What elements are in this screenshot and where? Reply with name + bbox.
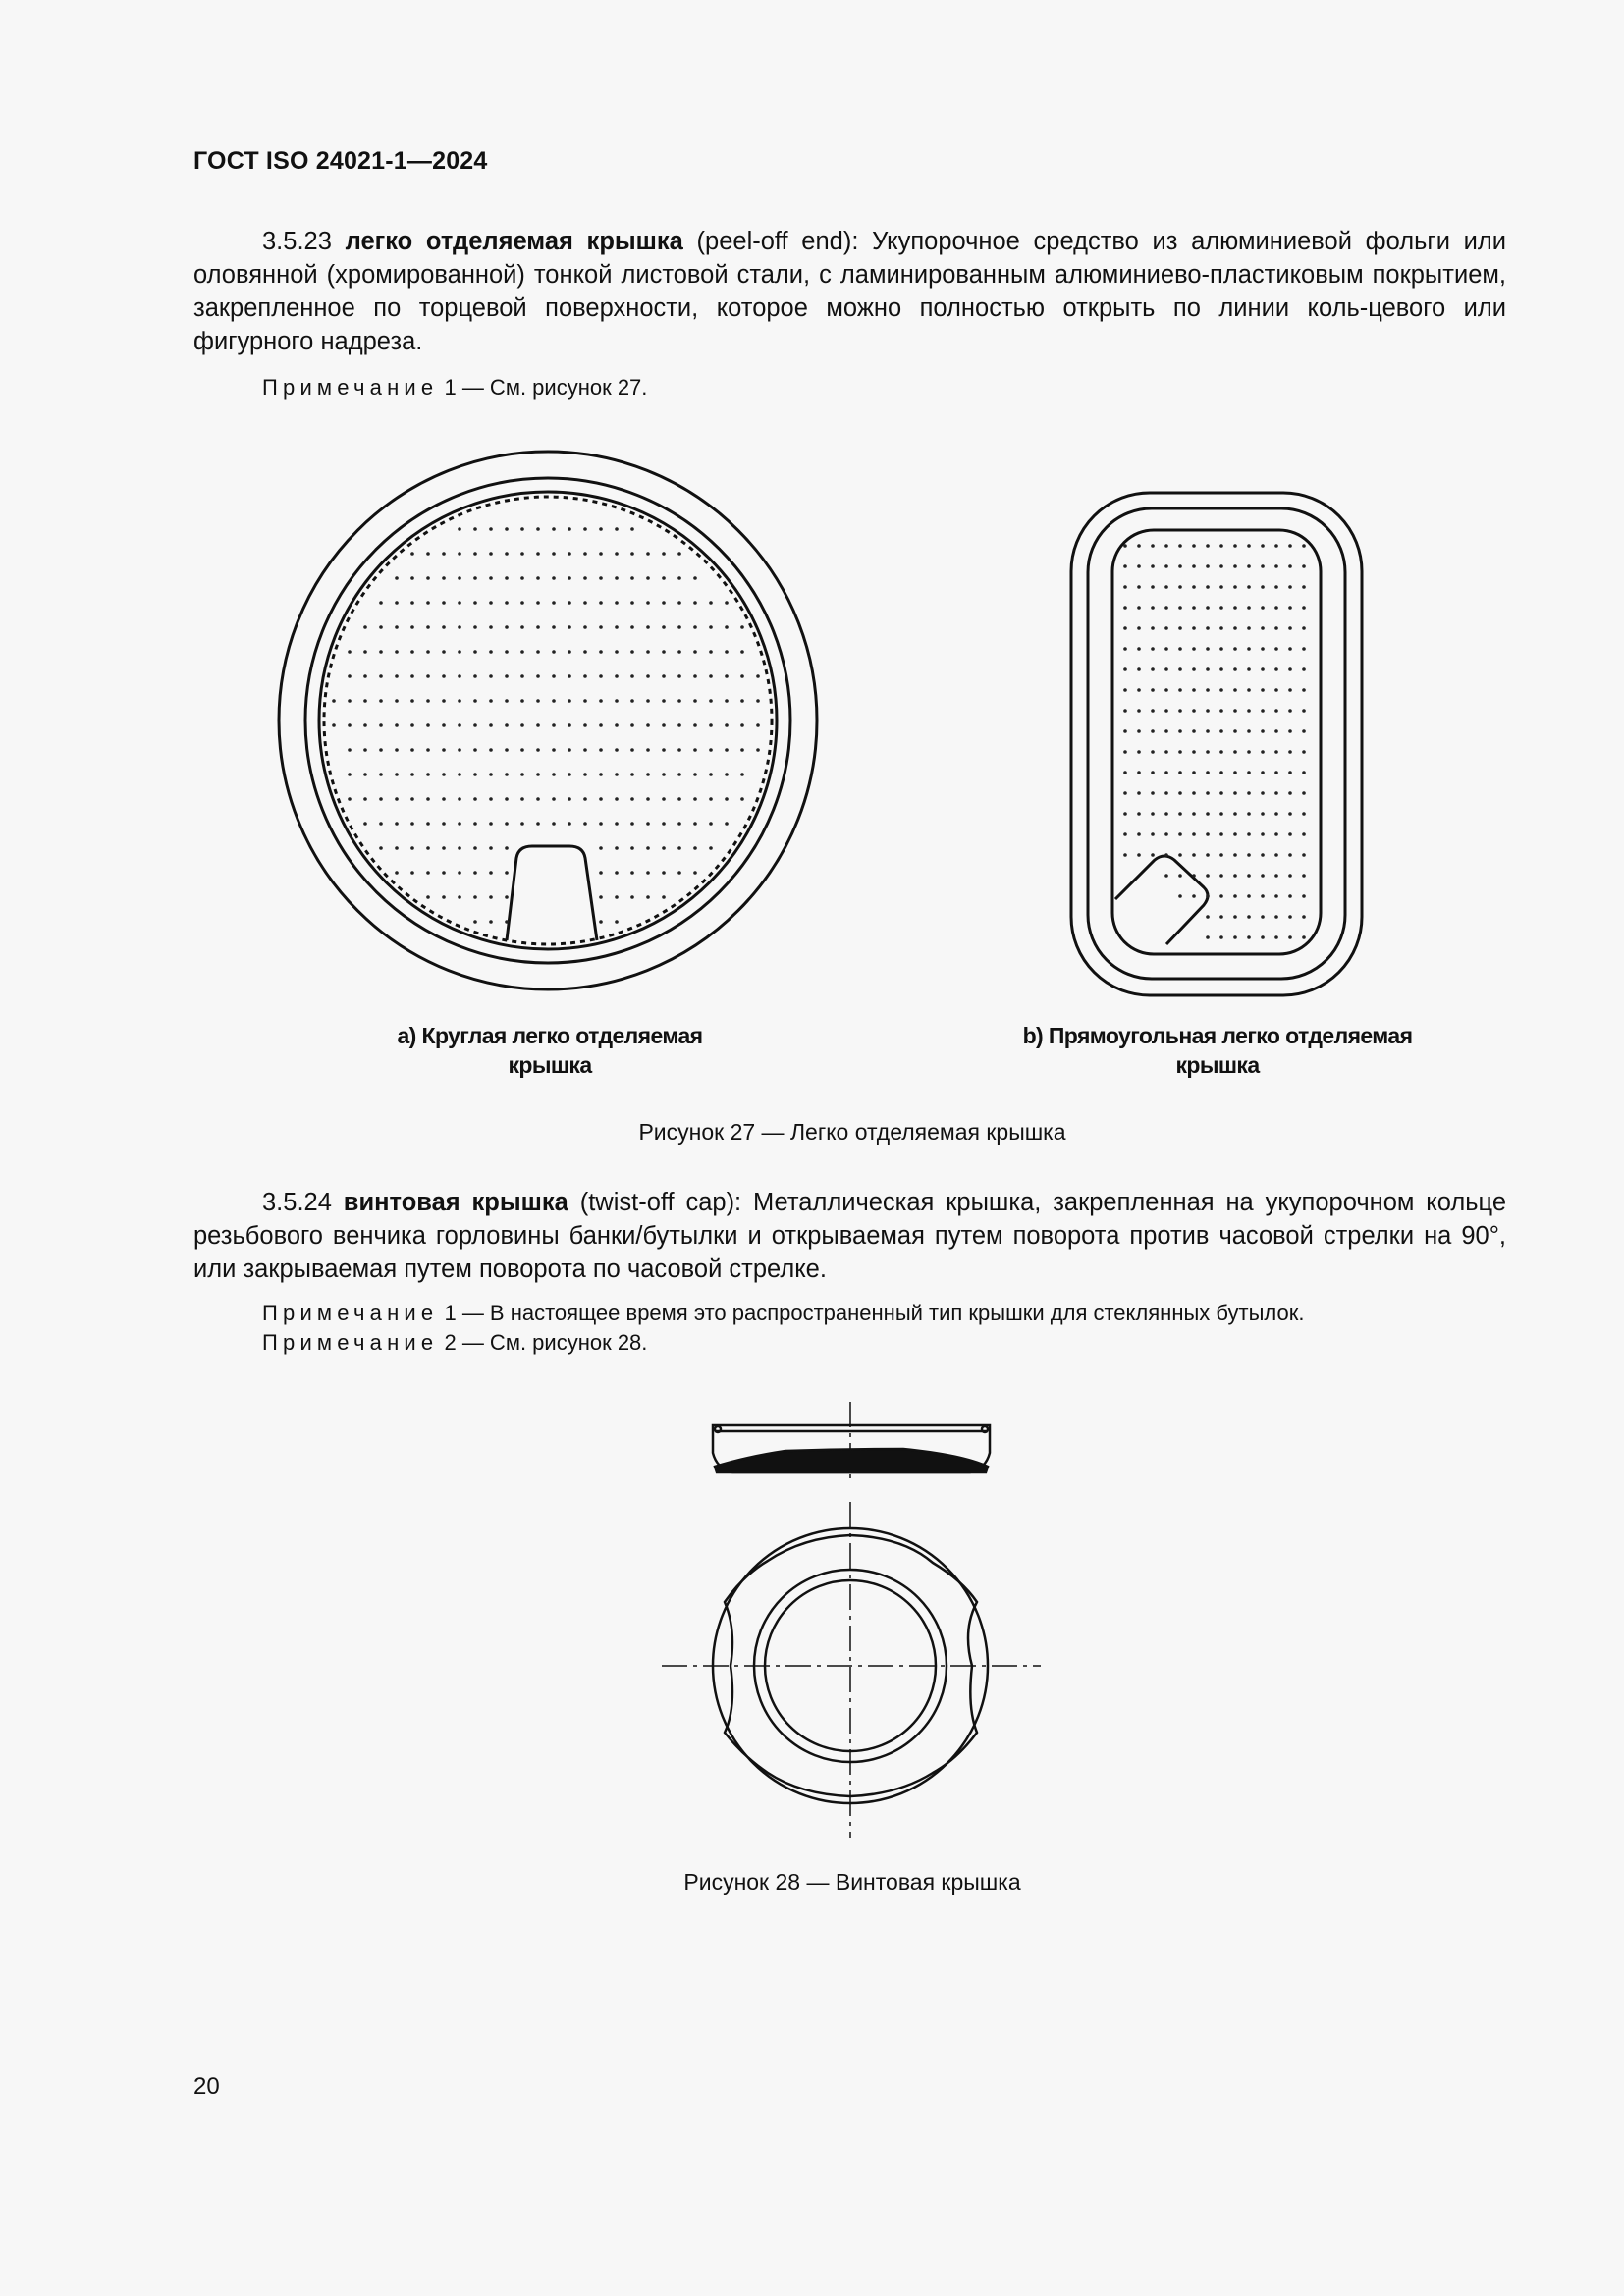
- document-header: ГОСТ ISO 24021-1—2024: [193, 147, 488, 175]
- figure-28-caption: Рисунок 28 — Винтовая крышка: [683, 1869, 1021, 1895]
- note-text: 2 — См. рисунок 28.: [444, 1330, 648, 1355]
- term-definition: (twist-off cap): Металлическая крышка, закрепленная на укупорочном кольце резьбового венчика горловины банки/бутылки и открываемая путем поворота против часовой стрелки на 90°, или закрываемая путем поворота по часовой стрелке.: [193, 1189, 1507, 1283]
- note-text: 1 — В настоящее время это распространенный тип крышки для стеклянных бутылок.: [444, 1301, 1305, 1325]
- subcaption-a-line1: а) Круглая легко отделяемая: [397, 1023, 703, 1048]
- term-number: 3.5.23: [262, 228, 332, 255]
- figure-27-caption: Рисунок 27 — Легко отделяемая крышка: [638, 1119, 1066, 1145]
- note-label: Примечание: [262, 1330, 439, 1355]
- side-view: [713, 1402, 990, 1480]
- subcaption-b-line1: b) Прямоугольная легко отделяемая: [1022, 1023, 1413, 1048]
- term-name: винтовая крышка: [343, 1189, 568, 1216]
- subcaption-a-line2: крышка: [508, 1052, 592, 1078]
- note-label: Примечание: [262, 1301, 439, 1325]
- term-number: 3.5.24: [262, 1189, 332, 1216]
- term-definition: (peel-off end): Укупорочное средство из алюминиевой фольги или оловянной (хромированной) тонкой листовой стали, с ламинированным алюминиево-пластиковым покрытием, закрепленное по торцевой поверхности, которое можно полностью открыть по линии коль-цевого или фигурного надреза.: [193, 228, 1506, 355]
- top-view: [662, 1502, 1041, 1838]
- note-text: 1 — См. рисунок 27.: [444, 375, 648, 400]
- page-number: 20: [193, 2073, 220, 2100]
- term-name: легко отделяемая крышка: [345, 228, 683, 255]
- note-label: Примечание: [262, 375, 439, 400]
- subcaption-b-line2: крышка: [1175, 1052, 1260, 1078]
